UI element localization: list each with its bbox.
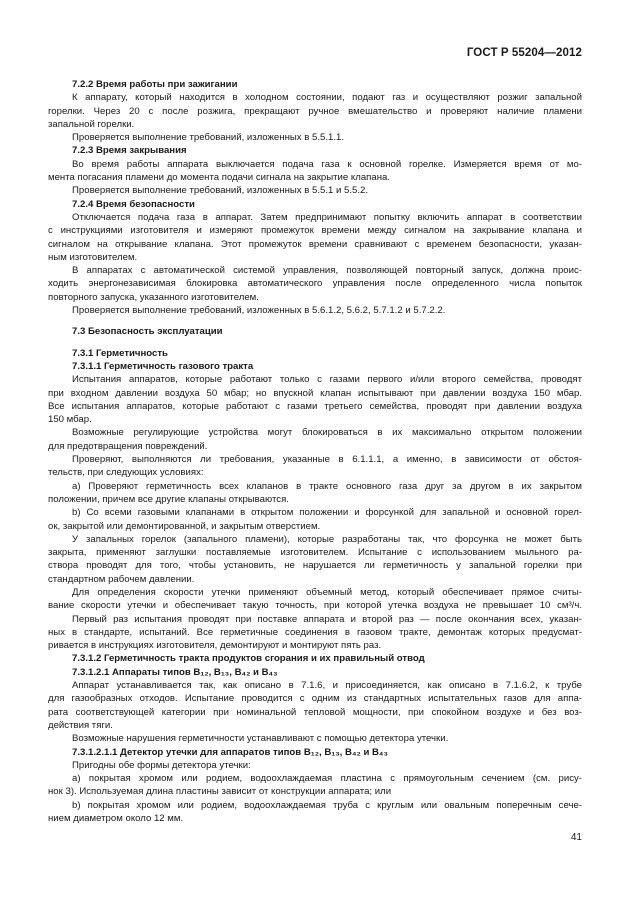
text-line: с инструкциями изготовителя и измеряют промежуток времени между сигналом на закрывание клапана и [48,225,582,237]
section-heading: 7.2.3 Время закрывания [72,145,187,157]
text-line: для газообразных отходов. Испытание проводится с одним из стандартных испытательных газов для аппа- [48,693,582,705]
text-line: ходить энергонезависимая блокировка автоматического управления после определенного числа попыток [48,278,582,290]
text-line: положении, причем все другие клапаны открываются. [48,493,289,505]
text-line: Испытания аппаратов, которые работают только с газами первого и/или второго семейства, проводят [72,374,582,386]
text-line: для предотвращения повреждений. [48,440,208,452]
text-line: Возможные нарушения герметичности устанавливают с помощью детектора утечки. [72,733,449,745]
text-line: Первый раз испытания проводят при поставке аппарата и второй раз — после окончания всех, указан- [72,613,582,625]
text-line: при входном давлении воздуха 50 мбар; но впускной клапан испытывают при давлении воздуха 150 мбар. [48,387,582,399]
text-line: Проверяется выполнение требований, изложенных в 5.5.1 и 5.5.2. [72,185,369,197]
section-heading: 7.3.1.1 Герметичность газового тракта [72,360,254,372]
text-line: Проверяется выполнение требований, изложенных в 5.6.1.2, 5.6.2, 5.7.1.2 и 5.7.2.2. [72,305,446,317]
section-heading: 7.2.2 Время работы при зажигании [72,79,238,90]
section-heading: 7.3.1.2.1 Аппараты типов B₁₂, B₁₃, B₄₂ и B₄₃ [72,666,278,678]
text-line: ным изготовителем. [48,251,138,263]
text-line: В аппаратах с автоматической системой управления, позволяющей повторный запуск, должна проис- [72,265,582,277]
text-line: ок, закрытой или демонтированной, и закрытым отверстием. [48,520,321,532]
document-header: ГОСТ Р 55204—2012 [466,47,582,59]
text-line: повторного запуска, указанного изготовителем. [48,291,259,303]
text-line: У запальных горелок (запального пламени), которые разработаны так, что форсунка не может быть [72,533,582,545]
text-line: а) Проверяют герметичность всех клапанов в тракте основного газа друг за другом в их закрытом [72,480,582,492]
text-line: Все испытания аппаратов, которые работают с газами третьего семейства, проводят при давлении воздуха [48,400,582,412]
text-line: вание скорости утечки и обеспечивает такую точность, при которой утечка воздуха не превышает 10 см³/ч. [48,600,582,612]
text-line: Проверяется выполнение требований, изложенных в 5.5.1.1. [72,132,344,144]
section-heading: 7.3.1.2.1.1 Детектор утечки для аппаратов типов B₁₂, B₁₃, B₄₂ и B₄₃ [72,746,388,758]
text-line: ривается в инструкциях изготовителя, демонтируют и монтируют пять раз. [48,640,382,652]
text-line: сигналом на открывание клапана. Этот промежуток времени сравнивают с временем безопасности, указан- [48,238,582,250]
page-number: 41 [570,832,582,843]
page-content [48,78,582,825]
text-line: b) покрытая хромом или родием, водоохлаждаемая труба с круглым или овальным поперечным сече- [72,799,582,811]
text-line: тельств, при следующих условиях: [48,467,204,479]
text-line: стандартном рабочем давлении. [48,573,195,585]
text-line: нием диаметром около 12 мм. [48,813,184,825]
paragraph-spacer [48,317,582,325]
text-line: Для определения скорости утечки применяют объемный метод, который обеспечивает прямое считы- [72,586,582,598]
text-line: Проверяют, выполняются ли требования, указанные в 6.1.1.1, а именно, в зависимости от обстоя- [72,454,582,466]
text-line: а) покрытая хромом или родием, водоохлаждаемая пластина с прямоугольным сечением (см. рису- [72,773,582,785]
text-line: закрыта, применяют заглушки поставляемые изготовителем. Испытание с использованием мыльного ра- [48,547,582,559]
text-line: действия тяги. [48,719,113,731]
text-line: Пригодны обе формы детектора утечки: [72,759,251,771]
text-line: Возможные регулирующие устройства могут блокироваться в их максимально открытом положении [72,427,582,439]
text-line: К аппарату, который находится в холодном состоянии, подают газ и осуществляют розжиг запальной [72,92,582,104]
paragraph-spacer [48,339,582,347]
text-line: горелки. Через 20 с после розжига, прекращают ручное вмешательство и проверяют наличие пламени [48,105,582,117]
text-line: 150 мбар. [48,414,92,426]
text-line: мента погасания пламени до момента подачи сигнала на закрытие клапана. [48,172,390,184]
section-heading: 7.3 Безопасность эксплуатации [72,326,223,338]
text-line: Во время работы аппарата выключается подача газа к основной горелке. Измеряется время от мо- [72,158,582,170]
text-line: b) Со всеми газовыми клапанами в открытом положении и форсункой для запальной и основной горел- [72,507,582,519]
text-line: запальной горелки. [48,118,135,130]
text-line: Отключается подача газа в аппарат. Затем предпринимают попытку включить аппарат в соответствии [72,211,582,223]
section-heading: 7.3.1 Герметичность [72,347,168,359]
text-line: рата соответствующей категории при номинальной тепловой мощности, при спокойном воздухе и без воз- [48,706,582,718]
text-line: нок 3). Используемая длина пластины зависит от конструкции аппарата; или [48,786,392,798]
text-line: створа проводят для того, чтобы установить, не нарушается ли герметичность у запальной горелки при [48,560,582,572]
text-line: Аппарат устанавливается так, как описано в 7.1.6, и присоединяется, как описано в 7.1.6.2, к трубе [72,680,582,692]
text-line: ных в стандарте, испытаний. Все герметичные соединения в газовом тракте, демонтаж которых предусмат- [48,626,582,638]
section-heading: 7.2.4 Время безопасности [72,198,195,210]
section-heading: 7.3.1.2 Герметичность тракта продуктов сгорания и их правильный отвод [72,653,425,665]
